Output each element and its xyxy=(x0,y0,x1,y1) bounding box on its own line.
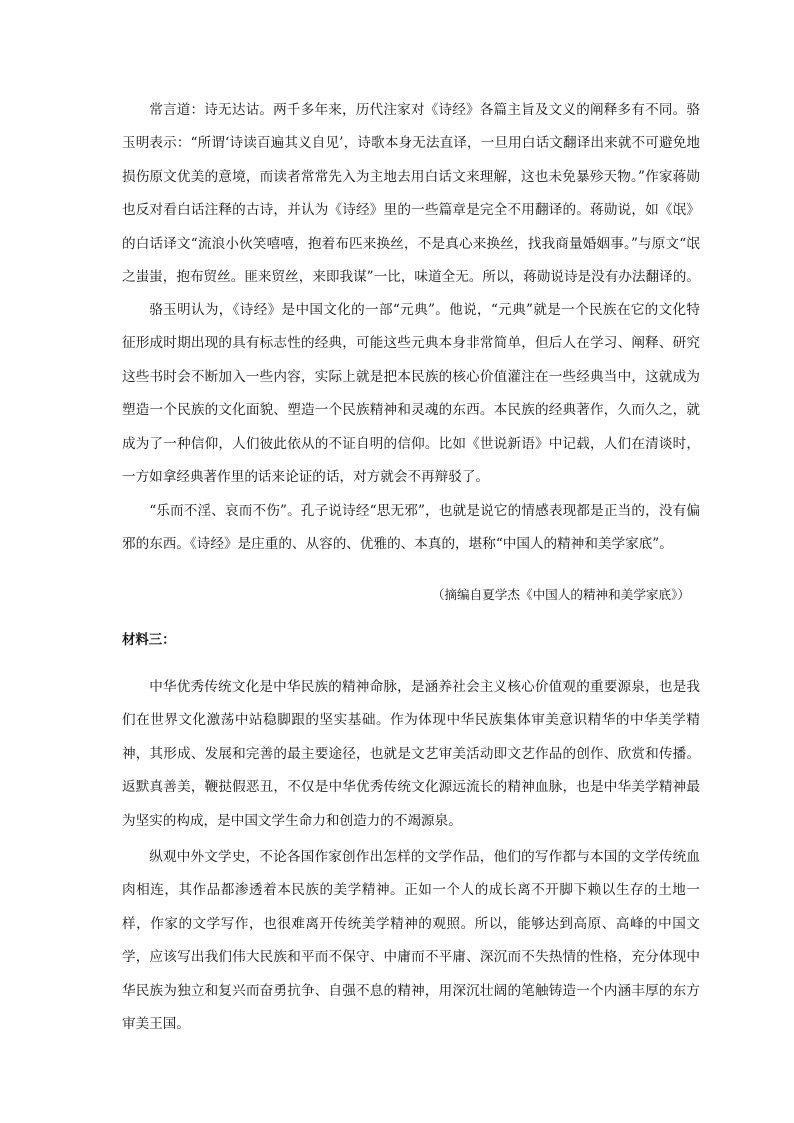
paragraph-yuandian: 骆玉明认为，《诗经》是中国文化的一部“元典”。他说，“元典”就是一个民族在它的文化特征形成时期出现的具有标志性的经典，可能这些元典本身非常简单，但后人在学习、阐释、研究这些书时会不断加入一些内容，实际上就是把本民族的核心价值灌注在一些经典当中，这就成为塑造一个民族的文化面貌、塑造一个民族精神和灵魂的东西。本民族的经典著作，久而久之，就成为了一种信仰，人们彼此依从的不证自明的信仰。比如《世说新语》中记载，人们在清谈时，一方如拿经典著作里的话来论证的话，对方就会不再辩驳了。 xyxy=(122,302,700,486)
source-citation: （摘编自夏学杰《中国人的精神和美学家底》） xyxy=(431,587,690,602)
paragraph-aesthetic-spirit: 中华优秀传统文化是中华民族的精神命脉，是涵养社会主义核心价值观的重要源泉，也是我们在世界文化激荡中站稳脚跟的坚实基础。作为体现中华民族集体审美意识精华的中华美学精神，其形成、发展和完善的最主要途径，也就是文艺审美活动即文艺作品的创作、欣赏和传播。返默真善美，鞭挞假恶丑，不仅是中华优秀传统文化源远流长的精神血脉，也是中华美学精神最为坚实的构成，是中国文学生命力和创造力的不竭源泉。 xyxy=(122,679,700,829)
section-heading-material-three: 材料三： xyxy=(122,633,176,648)
paragraph-confucius: “乐而不淫、哀而不伤”。孔子说诗经“思无邪”，也就是说它的情感表现都是正当的，没有偏邪的东西。《诗经》是庄重的、从容的、优雅的、本真的，堪称“中国人的精神和美学家底”。 xyxy=(122,503,700,553)
paragraph-poetry-translation: 常言道：诗无达诂。两千多年来，历代注家对《诗经》各篇主旨及文义的阐释多有不同。骆玉明表示：“所谓‘诗读百遍其义自见’，诗歌本身无法直译，一旦用白话文翻译出来就不可避免地损伤原文优美的意境，而读者常常先入为主地去用白话文来理解，这也未免暴殄天物。”作家蒋勋也反对看白话注释的古诗，并认为《诗经》里的一些篇章是完全不用翻译的。蒋勋说，如《氓》的白话译文“流浪小伙笑嘻嘻，抱着布匹来换丝，不是真心来换丝，找我商量婚姻事。”与原文“氓之蚩蚩，抱布贸丝。匪来贸丝，来即我谋”一比，味道全无。所以，蒋勋说诗是没有办法翻译的。 xyxy=(122,102,700,286)
paragraph-literary-history: 纵观中外文学史，不论各国作家创作出怎样的文学作品，他们的写作都与本国的文学传统血肉相连，其作品都渗透着本民族的美学精神。正如一个人的成长离不开脚下赖以生存的土地一样，作家的文学写作，也很难离开传统美学精神的观照。所以，能够达到高原、高峰的中国文学，应该写出我们伟大民族和平而不保守、中庸而不平庸、深沉而不失热情的性格，充分体现中华民族为独立和复兴而奋勇抗争、自强不息的精神，用深沉壮阔的笔触铸造一个内涵丰厚的东方审美王国。 xyxy=(122,849,700,1033)
